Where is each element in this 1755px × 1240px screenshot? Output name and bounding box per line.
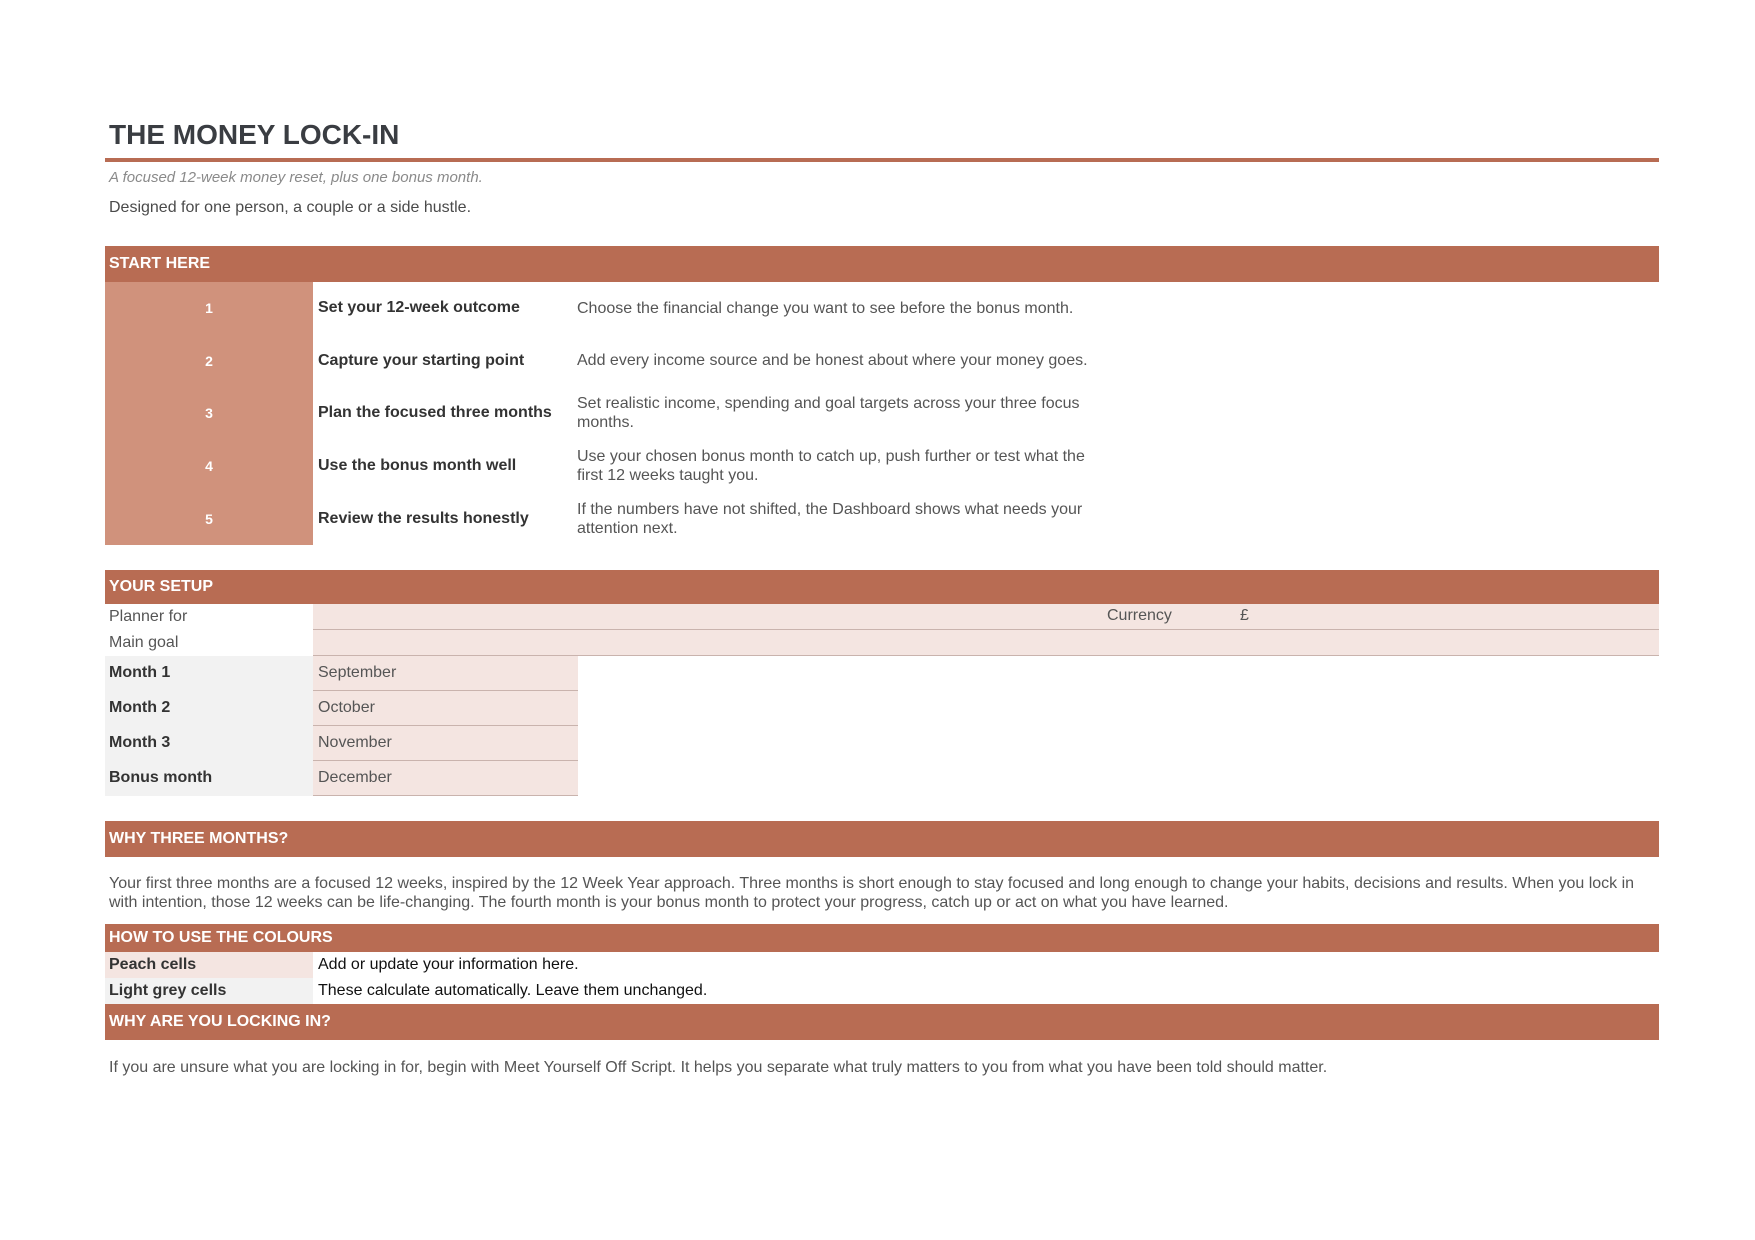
planner-for-field[interactable]	[313, 604, 1659, 630]
currency-label: Currency	[1107, 607, 1172, 625]
why-three-months-heading: WHY THREE MONTHS?	[105, 821, 1659, 857]
peach-cells-text: Add or update your information here.	[318, 955, 579, 973]
step-title: Set your 12-week outcome	[318, 299, 520, 317]
why-locking-in-heading: WHY ARE YOU LOCKING IN?	[105, 1004, 1659, 1040]
step-number: 3	[105, 387, 313, 440]
planner-sheet	[105, 118, 1659, 1077]
step-title: Review the results honestly	[318, 509, 529, 527]
step-title: Use the bonus month well	[318, 457, 517, 475]
step-title: Plan the focused three months	[318, 404, 552, 422]
step-number: 4	[105, 440, 313, 493]
main-goal-row	[105, 630, 1659, 656]
month-field[interactable]: September	[313, 656, 578, 691]
page-description: Designed for one person, a couple or a side hustle.	[109, 199, 472, 216]
step-title: Capture your starting point	[318, 351, 525, 369]
page-subtitle: A focused 12-week money reset, plus one bonus month.	[109, 169, 483, 186]
grey-cells-text: These calculate automatically. Leave them unchanged.	[318, 981, 708, 999]
page-title: THE MONEY LOCK-IN	[109, 119, 400, 150]
grey-cells-label: Light grey cells	[105, 978, 313, 1004]
why-locking-in-text: If you are unsure what you are locking in for, begin with Meet Yourself Off Script. It helps you separate what truly matters to you from what you have been told should matter.	[109, 1058, 1328, 1076]
setup-heading: YOUR SETUP	[105, 570, 1659, 604]
month-label: Bonus month	[105, 761, 313, 796]
colours-heading: HOW TO USE THE COLOURS	[105, 924, 1659, 952]
month-label: Month 3	[105, 726, 313, 761]
colour-key-row	[105, 952, 1659, 978]
step-number: 5	[105, 492, 313, 545]
planner-for-label: Planner for	[109, 607, 188, 625]
planner-for-row	[105, 604, 1659, 630]
colour-key-row	[105, 978, 1659, 1004]
step-text: Use your chosen bonus month to catch up, push further or test what the first 12 weeks taught you.	[577, 448, 1085, 485]
step-text: Choose the financial change you want to see before the bonus month.	[577, 299, 1074, 317]
currency-field[interactable]: £	[1240, 607, 1249, 625]
start-here-heading: START HERE	[105, 246, 1659, 282]
step-text: If the numbers have not shifted, the Dashboard shows what needs your attention next.	[577, 500, 1083, 537]
step-number: 1	[105, 282, 313, 335]
month-row	[105, 726, 1659, 761]
month-field[interactable]: November	[313, 726, 578, 761]
main-goal-label: Main goal	[109, 633, 179, 651]
month-row	[105, 691, 1659, 726]
month-field[interactable]: December	[313, 761, 578, 796]
month-row	[105, 761, 1659, 796]
month-row	[105, 656, 1659, 691]
main-goal-field[interactable]	[313, 630, 1659, 656]
peach-cells-label: Peach cells	[105, 952, 313, 978]
why-three-months-text: Your first three months are a focused 12 weeks, inspired by the 12 Week Year approach. Three months is short enough to stay focused and long enough to change your habits, decisions and results. When you lock in with intention, those 12 weeks can be life-changing. The fourth month is your bonus month to protect your progress, catch up or act on what you have learned.	[109, 874, 1635, 911]
step-number: 2	[105, 335, 313, 388]
month-field[interactable]: October	[313, 691, 578, 726]
month-label: Month 2	[105, 691, 313, 726]
step-text: Set realistic income, spending and goal targets across your three focus months.	[577, 395, 1080, 432]
month-label: Month 1	[105, 656, 313, 691]
steps-list	[105, 282, 1659, 545]
step-text: Add every income source and be honest about where your money goes.	[577, 352, 1088, 370]
